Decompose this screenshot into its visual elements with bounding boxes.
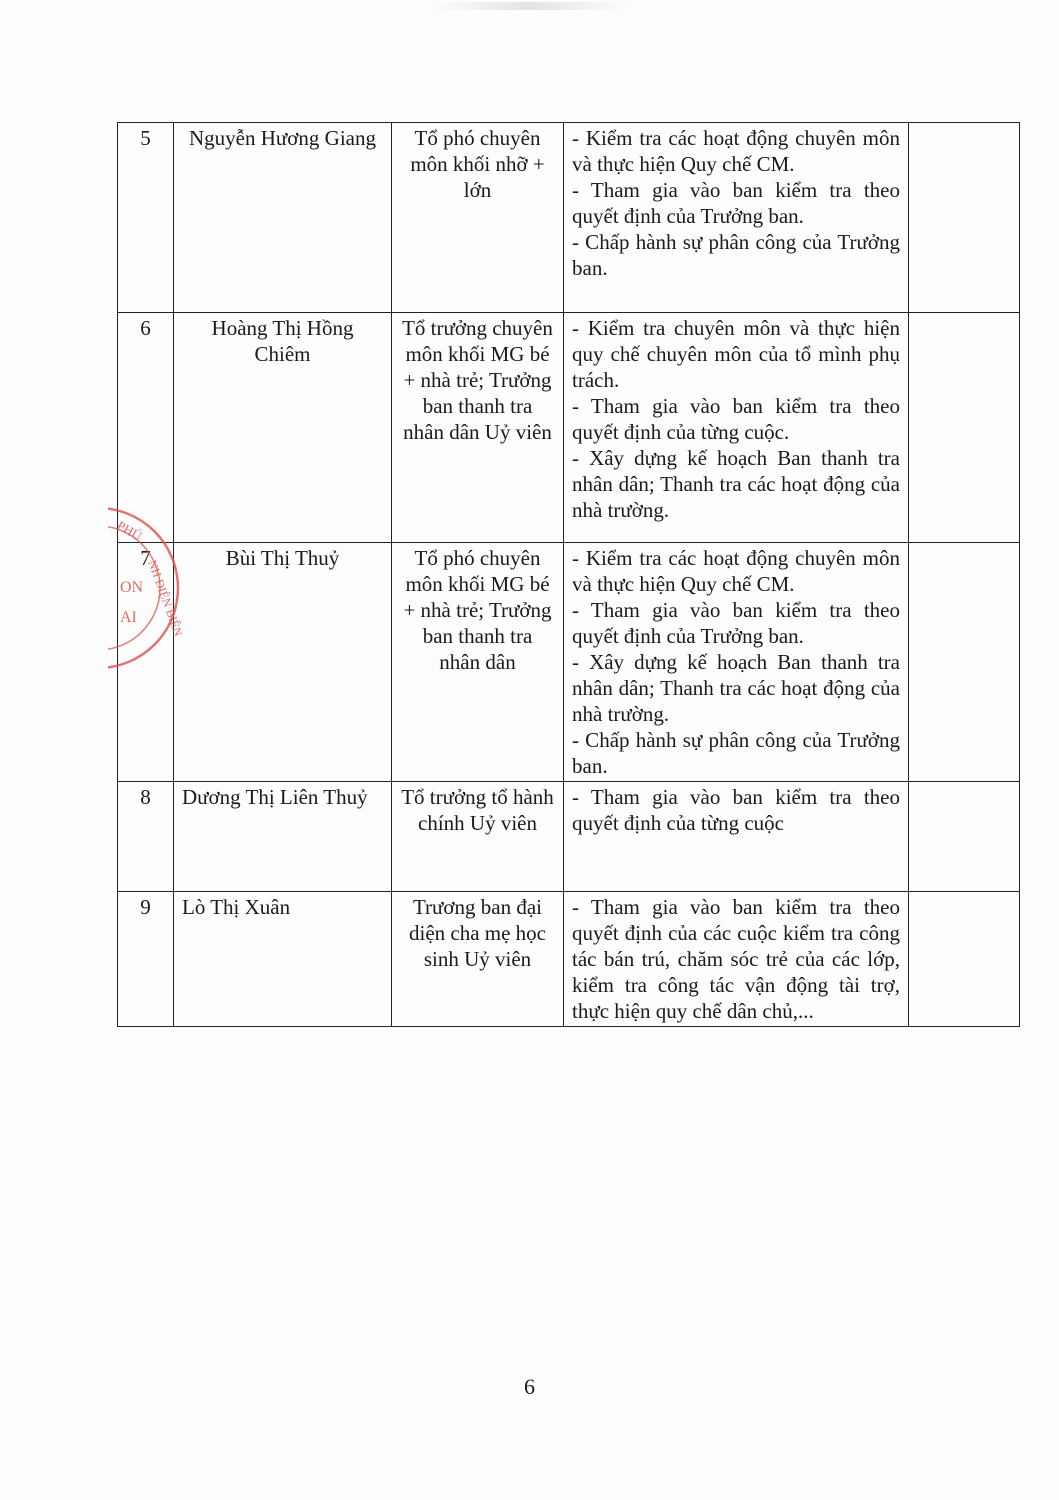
page-number: 6	[524, 1374, 535, 1399]
member-role: Tổ phó chuyên môn khối nhỡ + lớn	[392, 123, 564, 313]
table-row	[118, 123, 1020, 313]
member-tasks	[564, 123, 909, 313]
scan-smudge	[430, 2, 630, 10]
member-name: Lò Thị Xuân	[174, 892, 392, 1027]
member-tasks	[564, 313, 909, 543]
assignment-table	[114, 122, 1020, 1027]
task-line: - Kiểm tra các hoạt động chuyên môn và thực hiện Quy chế CM.	[572, 546, 900, 596]
member-note	[909, 892, 1020, 1027]
task-line: - Tham gia vào ban kiểm tra theo quyết định của các cuộc kiểm tra công tác bán trú, chăm sóc trẻ của các lớp, kiểm tra công tác vận động tài trợ, thực hiện quy chế dân chủ,...	[572, 895, 900, 1023]
task-line: - Kiểm tra các hoạt động chuyên môn và thực hiện Quy chế CM.	[572, 126, 900, 176]
svg-text:NH ĐIỆN BIÊN: NH ĐIỆN BIÊN	[145, 558, 186, 639]
member-name: Hoàng Thị Hồng Chiêm	[174, 313, 392, 543]
member-role: Tổ trưởng tổ hành chính Uỷ viên	[392, 782, 564, 892]
row-number: 8	[118, 782, 174, 892]
task-line: - Tham gia vào ban kiểm tra theo quyết định của từng cuộc	[572, 785, 900, 835]
task-line: - Xây dựng kế hoạch Ban thanh tra nhân dân; Thanh tra các hoạt động của nhà trường.	[572, 650, 900, 726]
member-tasks	[564, 782, 909, 892]
table-row	[118, 782, 1020, 892]
table-row	[118, 892, 1020, 1027]
member-tasks	[564, 543, 909, 782]
member-note	[909, 782, 1020, 892]
task-line: - Xây dựng kế hoạch Ban thanh tra nhân dân; Thanh tra các hoạt động của nhà trường.	[572, 446, 900, 522]
task-line: - Tham gia vào ban kiểm tra theo quyết định của từng cuộc.	[572, 394, 900, 444]
member-note	[909, 123, 1020, 313]
member-note	[909, 543, 1020, 782]
task-line: - Chấp hành sự phân công của Trưởng ban.	[572, 230, 900, 280]
table-row	[118, 543, 1020, 782]
member-name: Dương Thị Liên Thuỷ	[174, 782, 392, 892]
member-role: Tổ trưởng chuyên môn khối MG bé + nhà trẻ; Trưởng ban thanh tra nhân dân Uỷ viên	[392, 313, 564, 543]
svg-text:PHÚ: PHÚ	[114, 517, 145, 544]
svg-text:AI: AI	[120, 609, 137, 626]
member-name: Bùi Thị Thuỷ	[174, 543, 392, 782]
row-number: 9	[118, 892, 174, 1027]
task-line: - Kiểm tra chuyên môn và thực hiện quy chế chuyên môn của tổ mình phụ trách.	[572, 316, 900, 392]
task-line: - Tham gia vào ban kiểm tra theo quyết định của Trưởng ban.	[572, 178, 900, 228]
member-name: Nguyễn Hương Giang	[174, 123, 392, 313]
svg-text:ON: ON	[120, 579, 144, 596]
row-number: 7	[118, 543, 174, 782]
row-number: 5	[118, 123, 174, 313]
row-number: 6	[118, 313, 174, 543]
table-row	[118, 313, 1020, 543]
task-line: - Tham gia vào ban kiểm tra theo quyết định của Trưởng ban.	[572, 598, 900, 648]
task-line: - Chấp hành sự phân công của Trưởng ban.	[572, 728, 900, 778]
member-role: Trương ban đại diện cha mẹ học sinh Uỷ viên	[392, 892, 564, 1027]
member-note	[909, 313, 1020, 543]
member-tasks	[564, 892, 909, 1027]
official-seal-stamp	[108, 500, 188, 675]
member-role: Tổ phó chuyên môn khối MG bé + nhà trẻ; Trưởng ban thanh tra nhân dân	[392, 543, 564, 782]
